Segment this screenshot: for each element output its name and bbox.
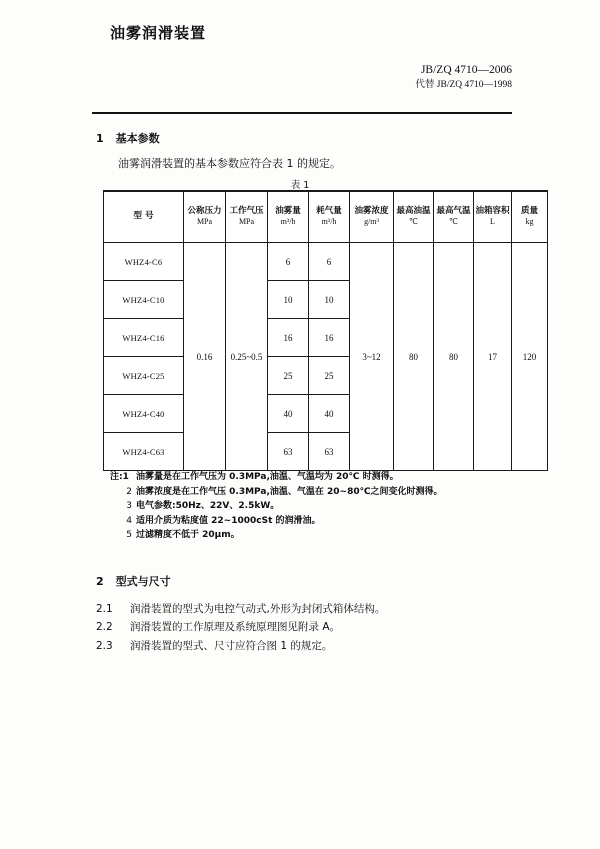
page-title: 油雾润滑装置	[110, 24, 207, 42]
cell-air-consumption: 40	[309, 395, 350, 433]
cell-model: WHZ4-C25	[104, 357, 184, 395]
cell-mist-volume: 25	[268, 357, 309, 395]
column-header-nominal-pressure: 公称压力 MPa	[184, 191, 226, 243]
section-2-number: 2	[96, 575, 104, 588]
cell-max-air-temp: 80	[434, 243, 474, 471]
section-2-title: 型式与尺寸	[115, 575, 171, 588]
section-2-item	[96, 637, 536, 655]
note-text: 油雾浓度是在工作气压 0.3MPa,油温、气温在 20~80℃之间变化时测得。	[136, 486, 443, 497]
note-item	[110, 470, 530, 485]
cell-tank-volume: 17	[474, 243, 512, 471]
cell-model: WHZ4-C40	[104, 395, 184, 433]
note-label: 3	[126, 501, 132, 512]
cell-model: WHZ4-C63	[104, 433, 184, 471]
note-label: 注:1	[110, 472, 129, 482]
section-1-number: 1	[96, 132, 104, 145]
table-row	[104, 243, 548, 281]
cell-mist-volume: 16	[268, 319, 309, 357]
section-2-item-number: 2.2	[96, 621, 113, 634]
section-2-item	[96, 600, 536, 618]
cell-working-pressure: 0.25~0.5	[226, 243, 268, 471]
section-2-item	[96, 618, 536, 636]
table-caption: 表 1	[290, 180, 310, 191]
standard-code-block	[415, 62, 512, 92]
section-1-title: 基本参数	[115, 132, 160, 145]
note-label: 4	[126, 515, 132, 526]
replaced-standard-code: 代替 JB/ZQ 4710—1998	[415, 79, 512, 90]
cell-max-oil-temp: 80	[394, 243, 434, 471]
cell-model: WHZ4-C16	[104, 319, 184, 357]
table-notes	[110, 470, 530, 543]
section-2-item-text: 润滑装置的型式为电控气动式,外形为封闭式箱体结构。	[130, 603, 386, 615]
section-2-heading	[96, 573, 171, 589]
column-header-max-oil-temp: 最高油温 ℃	[394, 191, 434, 243]
cell-air-consumption: 10	[309, 281, 350, 319]
section-1-paragraph: 油雾润滑装置的基本参数应符合表 1 的规定。	[118, 157, 341, 170]
page-header	[92, 60, 512, 108]
cell-mass: 120	[512, 243, 548, 471]
note-text: 过滤精度不低于 20μm。	[136, 530, 240, 541]
column-header-mist-volume: 油雾量 m³/h	[268, 191, 309, 243]
cell-air-consumption: 25	[309, 357, 350, 395]
cell-mist-volume: 10	[268, 281, 309, 319]
column-header-working-pressure: 工作气压 MPa	[226, 191, 268, 243]
cell-mist-volume: 40	[268, 395, 309, 433]
cell-mist-concentration: 3~12	[350, 243, 394, 471]
cell-nominal-pressure: 0.16	[184, 243, 226, 471]
header-divider	[92, 112, 512, 114]
section-2-items	[96, 600, 536, 655]
section-2-item-text: 润滑装置的工作原理及系统原理图见附录 A。	[130, 621, 341, 634]
note-item	[110, 528, 530, 543]
column-header-mass: 质量 kg	[512, 191, 548, 243]
note-item	[110, 485, 530, 500]
column-header-air-consumption: 耗气量 m³/h	[309, 191, 350, 243]
column-header-max-air-temp: 最高气温 ℃	[434, 191, 474, 243]
cell-mist-volume: 63	[268, 433, 309, 471]
cell-model: WHZ4-C6	[104, 243, 184, 281]
note-item	[110, 499, 530, 514]
section-2-item-number: 2.1	[96, 603, 113, 615]
column-header-model: 型 号	[104, 191, 184, 243]
standard-code: JB/ZQ 4710—2006	[420, 64, 512, 76]
cell-model: WHZ4-C10	[104, 281, 184, 319]
cell-air-consumption: 6	[309, 243, 350, 281]
cell-mist-volume: 6	[268, 243, 309, 281]
note-text: 电气参数:50Hz、22V、2.5kW。	[136, 501, 280, 512]
section-2-item-number: 2.3	[96, 639, 113, 652]
note-item	[110, 514, 530, 529]
cell-air-consumption: 63	[309, 433, 350, 471]
note-label: 5	[126, 530, 132, 541]
note-text: 油雾量是在工作气压为 0.3MPa,油温、气温均为 20℃ 时测得。	[136, 472, 399, 482]
specifications-table	[103, 190, 548, 471]
table-header-row	[104, 191, 548, 243]
section-1-heading	[96, 130, 160, 146]
section-2-item-text: 润滑装置的型式、尺寸应符合图 1 的规定。	[130, 639, 333, 652]
note-label: 2	[126, 486, 132, 497]
column-header-tank-volume: 油箱容积 L	[474, 191, 512, 243]
cell-air-consumption: 16	[309, 319, 350, 357]
column-header-mist-concentration: 油雾浓度 g/m³	[350, 191, 394, 243]
note-text: 适用介质为粘度值 22~1000cSt 的润滑油。	[136, 515, 321, 526]
